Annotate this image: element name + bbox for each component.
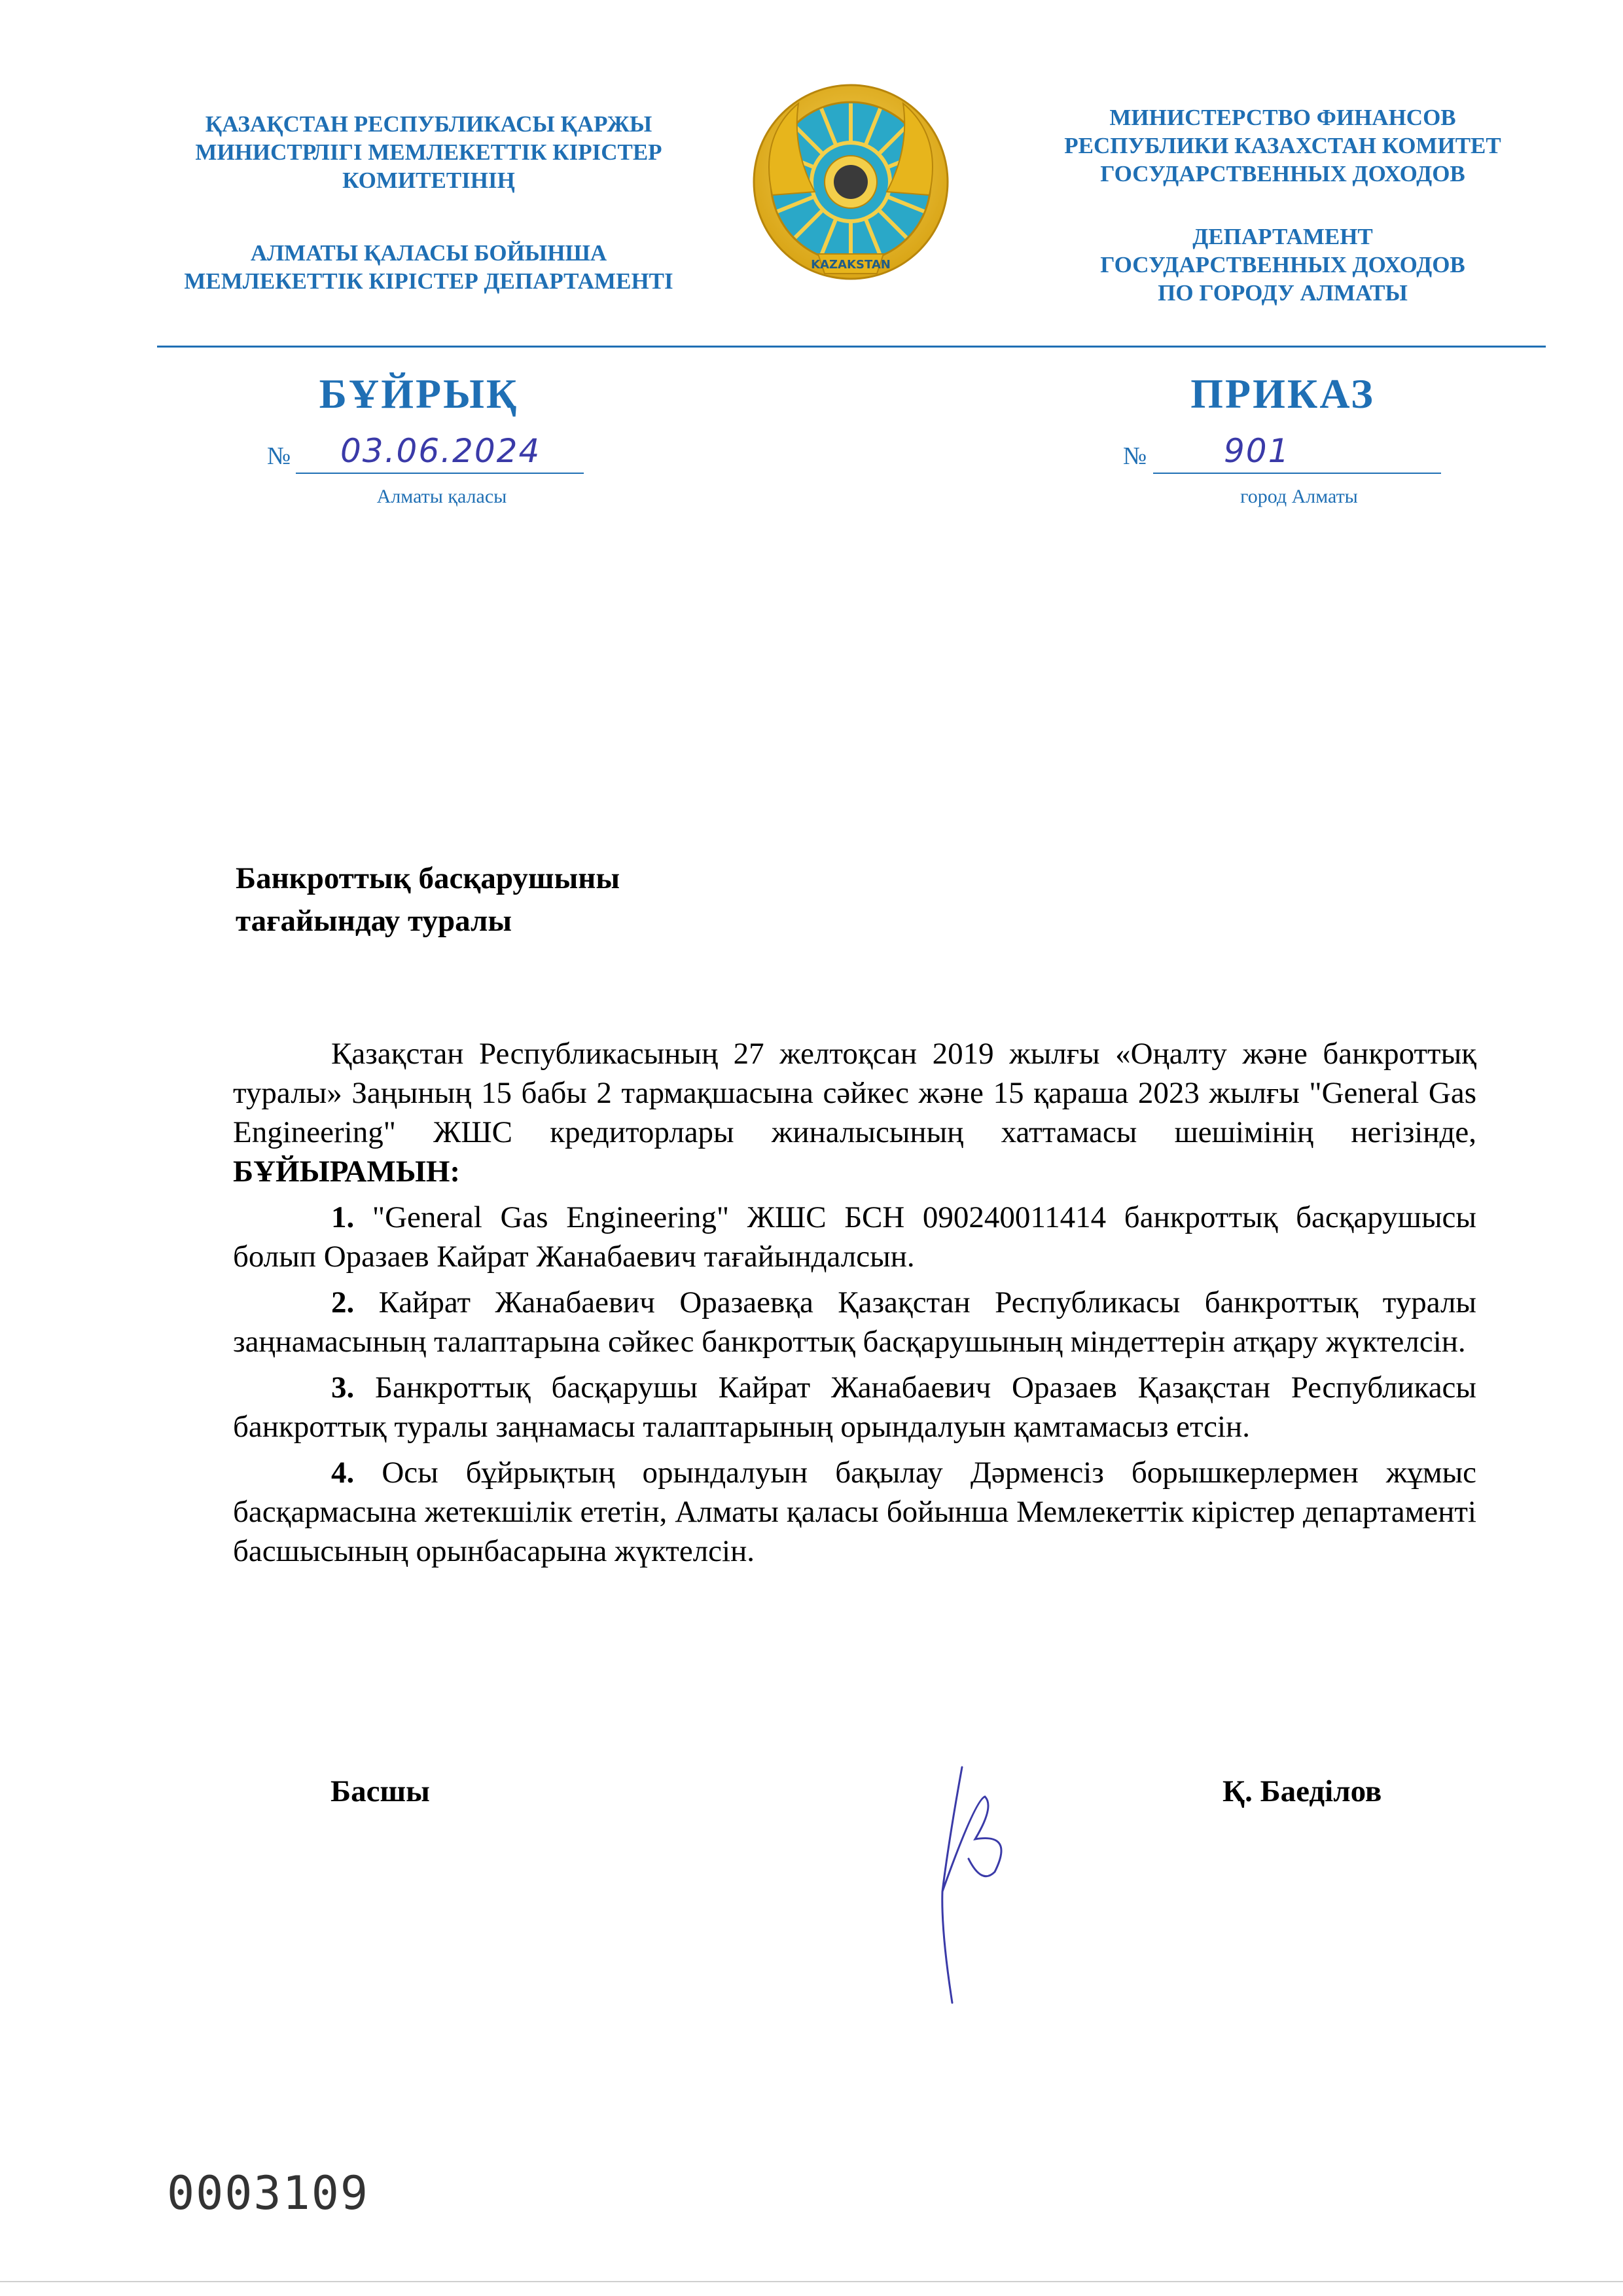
header-left-department: АЛМАТЫ ҚАЛАСЫ БОЙЫНША МЕМЛЕКЕТТІК КІРІСТЕР ДЕПАРТАМЕНТІ: [184, 240, 673, 294]
decree-word: БҰЙЫРАМЫН:: [233, 1155, 461, 1189]
handwritten-number: 901: [1224, 432, 1291, 470]
number-label-ru: №: [1123, 442, 1147, 470]
header-right-department: ДЕПАРТАМЕНТ ГОСУДАРСТВЕННЫХ ДОХОДОВ ПО ГОРОДУ АЛМАТЫ: [1100, 224, 1465, 306]
number-line-kz: [296, 473, 584, 474]
header-right-ministry: МИНИСТЕРСТВО ФИНАНСОВ РЕСПУБЛИКИ КАЗАХСТАН КОМИТЕТ ГОСУДАРСТВЕННЫХ ДОХОДОВ: [1064, 105, 1501, 187]
list-item: 3. Банкроттық басқарушы Кайрат Жанабаевич Оразаев Қазақстан Республикасы банкроттық туралы заңнамасы талаптарының орындалуын қамтамасыз етсін.: [233, 1371, 1476, 1444]
emblem-text: KAZAKSTAN: [811, 258, 891, 272]
order-subject: Банкроттық басқарушыны тағайындау туралы: [236, 861, 620, 938]
number-line-ru: [1153, 473, 1441, 474]
page-bottom-edge: [0, 2281, 1623, 2282]
preamble-paragraph: Қазақстан Республикасының 27 желтоқсан 2019 жылғы «Оңалту және банкроттық туралы» Заңының 15 бабы 2 тармақшасына сәйкес және 15 қараша 2023 жылғы "General Gas Engineering" ЖШС кредиторлары жиналысының хаттамасы шешімінің негізінде, БҰЙЫРАМЫН:: [233, 1037, 1476, 1189]
signature-position: Басшы: [330, 1774, 430, 1808]
header-left-ministry: ҚАЗАҚСТАН РЕСПУБЛИКАСЫ ҚАРЖЫ МИНИСТРЛІГІ МЕМЛЕКЕТТІК КІРІСТЕР КОМИТЕТІНІҢ: [195, 111, 662, 193]
order-body: [233, 1034, 1476, 1577]
serial-number: 0003109: [167, 2166, 370, 2220]
handwritten-signature: [923, 1761, 1027, 2009]
signature-name: Қ. Баеділов: [1222, 1774, 1382, 1808]
city-ru: город Алматы: [1240, 486, 1358, 507]
number-label-kz: №: [267, 442, 291, 470]
list-item: 1. "General Gas Engineering" ЖШС БСН 090240011414 банкроттық басқарушысы болып Оразаев Кайрат Жанабаевич тағайындалсын.: [233, 1200, 1476, 1274]
header-divider: [157, 346, 1546, 348]
list-item: 2. Кайрат Жанабаевич Оразаевқа Қазақстан Республикасы банкроттық туралы заңнамасының талаптарына сәйкес банкроттық басқарушының міндеттерін атқару жүктелсін.: [233, 1285, 1477, 1359]
list-item: 4. Осы бұйрықтың орындалуын бақылау Дәрменсіз борышкерлермен жұмыс басқармасына жетекшілік ететін, Алматы қаласы бойынша Мемлекеттік кірістер департаменті басшысының орынбасарына жүктелсін.: [233, 1456, 1477, 1568]
handwritten-date: 03.06.2024: [340, 432, 541, 470]
order-title-kz: БҰЙРЫҚ: [319, 370, 519, 417]
city-kz: Алматы қаласы: [376, 486, 507, 507]
order-title-ru: ПРИКАЗ: [1190, 370, 1375, 417]
state-emblem-icon: [753, 77, 949, 293]
